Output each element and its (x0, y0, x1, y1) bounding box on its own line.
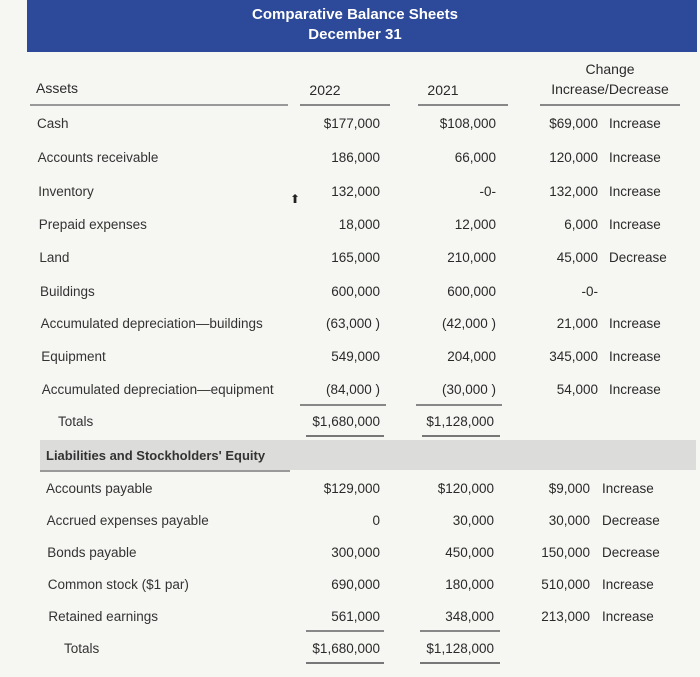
change-amount: 120,000 (549, 150, 598, 165)
change-direction: Increase (609, 184, 661, 199)
row-label: Common stock ($1 par) (47, 577, 189, 592)
value-2022: 18,000 (338, 217, 380, 232)
value-2022: 186,000 (331, 150, 380, 165)
value-2021: (42,000 ) (441, 316, 496, 331)
change-direction: Increase (609, 382, 661, 397)
change-amount: 132,000 (549, 184, 598, 199)
col-2021-header: 2021 (427, 82, 459, 98)
value-2021: -0- (479, 184, 496, 199)
assets-totals-label: Totals (58, 414, 94, 429)
value-2021: 210,000 (447, 250, 496, 265)
change-direction: Increase (602, 609, 654, 624)
row-label: Bonds payable (47, 545, 137, 560)
change-amount: 213,000 (541, 609, 590, 624)
double-rule-2022-assets (306, 435, 384, 437)
value-2022: 690,000 (331, 577, 380, 592)
value-2021: 30,000 (452, 513, 494, 528)
header-rule-2022 (300, 104, 390, 106)
value-2022: 600,000 (331, 284, 380, 299)
row-label: Prepaid expenses (38, 217, 147, 232)
change-amount: 45,000 (556, 250, 598, 265)
change-amount: 150,000 (541, 545, 590, 560)
double-rule-2022-liab (306, 662, 384, 664)
change-amount: 345,000 (549, 349, 598, 364)
change-amount: $9,000 (548, 481, 590, 496)
liab-total-2021: $1,128,000 (426, 641, 494, 656)
value-2022: 561,000 (331, 609, 380, 624)
value-2022: 0 (372, 513, 380, 528)
header-rule-assets (30, 104, 288, 106)
change-direction: Increase (609, 316, 661, 331)
value-2022: 165,000 (331, 250, 380, 265)
change-direction: Decrease (602, 545, 660, 560)
value-2022: 132,000 (331, 184, 380, 199)
change-direction: Decrease (609, 250, 667, 265)
col-2022-header: 2022 (309, 82, 341, 98)
assets-total-2021: $1,128,000 (426, 414, 494, 429)
rule-2022-assets (300, 404, 386, 406)
liabilities-rule (40, 470, 290, 472)
change-direction: Increase (602, 481, 654, 496)
row-label: Accrued expenses payable (46, 513, 209, 528)
change-direction: Increase (609, 217, 661, 232)
liab-totals-label: Totals (64, 641, 100, 656)
value-2022: 549,000 (331, 349, 380, 364)
row-label: Accumulated depreciation—equipment (41, 382, 274, 397)
value-2022: $129,000 (323, 481, 380, 496)
double-rule-2021-liab (420, 662, 500, 664)
col-change-header-2: Increase/Decrease (551, 81, 669, 97)
value-2021: 450,000 (445, 545, 494, 560)
report-title: Comparative Balance Sheets (252, 6, 458, 23)
header-rule-2021 (418, 104, 508, 106)
assets-total-2022: $1,680,000 (312, 414, 380, 429)
row-label: Equipment (41, 349, 106, 364)
col-change-header-1: Change (585, 61, 635, 77)
row-label: Land (39, 250, 70, 265)
value-2021: 66,000 (454, 150, 496, 165)
liab-total-2022: $1,680,000 (312, 641, 380, 656)
assets-heading: Assets (36, 80, 79, 96)
value-2021: $120,000 (437, 481, 494, 496)
row-label: Cash (37, 116, 69, 131)
change-direction: Decrease (602, 513, 660, 528)
change-amount: 30,000 (548, 513, 590, 528)
value-2021: (30,000 ) (441, 382, 496, 397)
rule-2022-liab (306, 630, 384, 632)
change-amount: 21,000 (556, 316, 598, 331)
value-2021: $108,000 (439, 116, 496, 131)
value-2021: 204,000 (447, 349, 496, 364)
change-direction: Increase (602, 577, 654, 592)
value-2021: 600,000 (447, 284, 496, 299)
value-2022: $177,000 (323, 116, 380, 131)
value-2021: 12,000 (454, 217, 496, 232)
change-direction: Increase (609, 349, 661, 364)
value-2022: (84,000 ) (325, 382, 380, 397)
change-amount: $69,000 (549, 116, 598, 131)
change-amount: 54,000 (556, 382, 598, 397)
row-label: Retained earnings (48, 609, 158, 624)
double-rule-2021-assets (422, 435, 500, 437)
header-rule-change (540, 104, 680, 106)
row-label: Accumulated depreciation—buildings (40, 316, 263, 331)
liabilities-heading: Liabilities and Stockholders' Equity (46, 448, 266, 463)
value-2022: 300,000 (331, 545, 380, 560)
change-direction: Increase (609, 150, 661, 165)
value-2021: 348,000 (445, 609, 494, 624)
value-2021: 180,000 (445, 577, 494, 592)
row-label: Accounts payable (46, 481, 153, 496)
change-direction: Increase (609, 116, 661, 131)
change-amount: -0- (581, 284, 598, 299)
cursor-arrow-icon: ⬆ (290, 192, 301, 206)
rule-2021-liab (420, 630, 500, 632)
change-amount: 510,000 (541, 577, 590, 592)
row-label: Buildings (40, 284, 95, 299)
rule-2021-assets (416, 404, 502, 406)
row-label: Inventory (38, 184, 94, 199)
report-date: December 31 (308, 26, 402, 43)
change-amount: 6,000 (564, 217, 598, 232)
value-2022: (63,000 ) (325, 316, 380, 331)
row-label: Accounts receivable (37, 150, 159, 165)
